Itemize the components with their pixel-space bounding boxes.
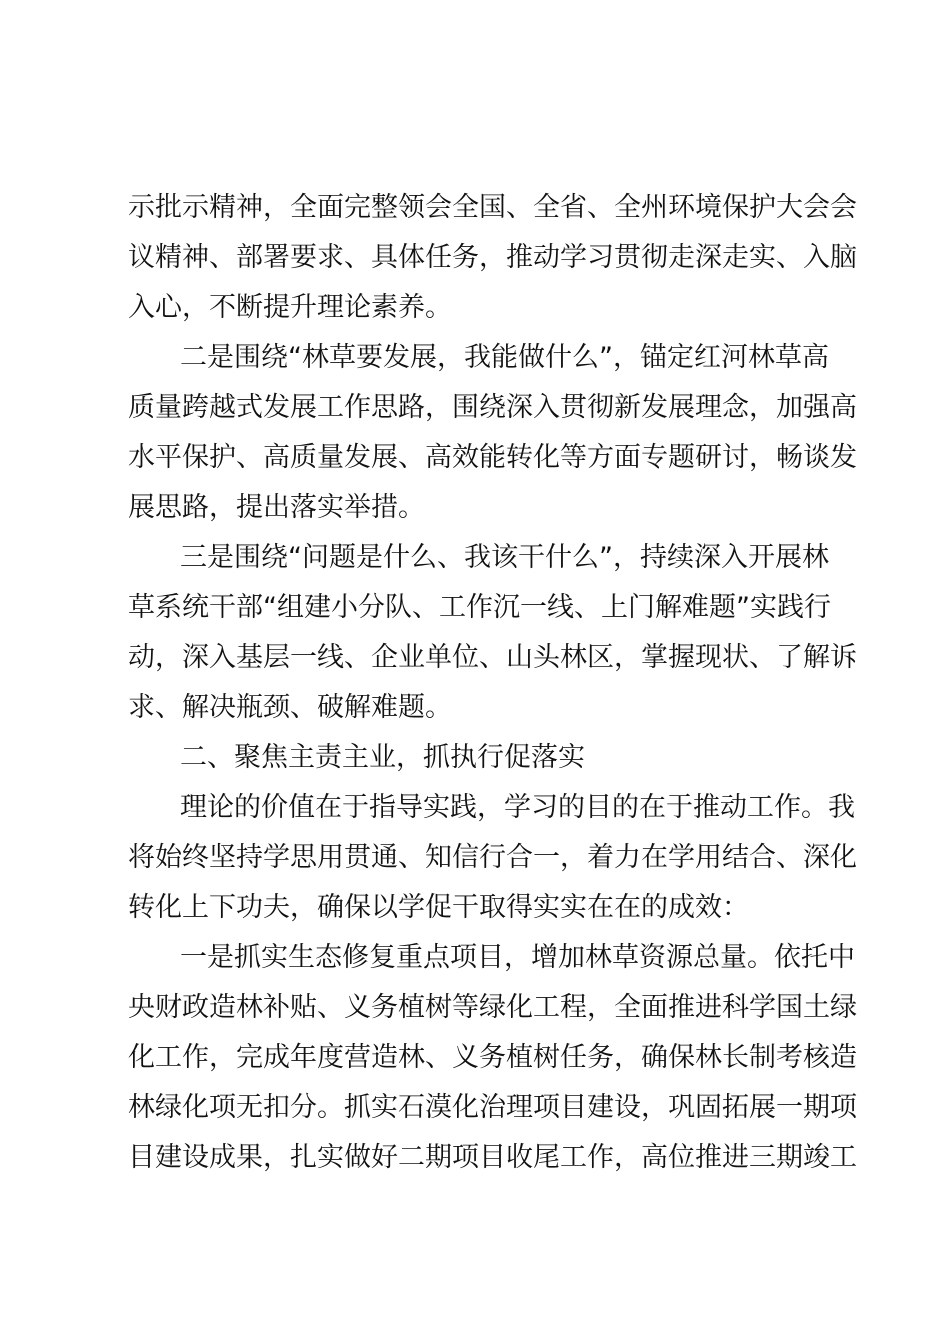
text-line: 目建设成果，扎实做好二期项目收尾工作，高位推进三期竣工 (128, 1142, 857, 1173)
paragraph-first-line: 二是围绕“林草要发展，我能做什么”，锚定红河林草高 (180, 342, 829, 373)
text-line: 化工作，完成年度营造林、义务植树任务，确保林长制考核造 (128, 1042, 857, 1073)
text-line: 水平保护、高质量发展、高效能转化等方面专题研讨，畅谈发 (128, 442, 857, 473)
text-line: 求、解决瓶颈、破解难题。 (128, 692, 452, 723)
text-line: 草系统干部“组建小分队、工作沉一线、上门解难题”实践行 (128, 592, 831, 623)
section-heading: 二、聚焦主责主业，抓执行促落实 (180, 742, 585, 773)
text-line: 林绿化项无扣分。抓实石漠化治理项目建设，巩固拓展一期项 (128, 1092, 857, 1123)
paragraph-first-line: 一是抓实生态修复重点项目，增加林草资源总量。依托中 (180, 942, 855, 973)
text-line: 动，深入基层一线、企业单位、山头林区，掌握现状、了解诉 (128, 642, 857, 673)
text-line: 转化上下功夫，确保以学促干取得实实在在的成效： (128, 892, 749, 923)
text-line: 入心，不断提升理论素养。 (128, 292, 452, 323)
text-line: 将始终坚持学思用贯通、知信行合一，着力在学用结合、深化 (128, 842, 857, 873)
text-line: 央财政造林补贴、义务植树等绿化工程，全面推进科学国土绿 (128, 992, 857, 1023)
body-text (128, 183, 857, 1183)
paragraph-first-line: 理论的价值在于指导实践，学习的目的在于推动工作。我 (180, 792, 855, 823)
text-line: 质量跨越式发展工作思路，围绕深入贯彻新发展理念，加强高 (128, 392, 857, 423)
text-line: 议精神、部署要求、具体任务，推动学习贯彻走深走实、入脑 (128, 242, 857, 273)
text-line: 展思路，提出落实举措。 (128, 492, 425, 523)
text-line: 示批示精神，全面完整领会全国、全省、全州环境保护大会会 (128, 192, 857, 223)
paragraph-first-line: 三是围绕“问题是什么、我该干什么”，持续深入开展林 (180, 542, 829, 573)
